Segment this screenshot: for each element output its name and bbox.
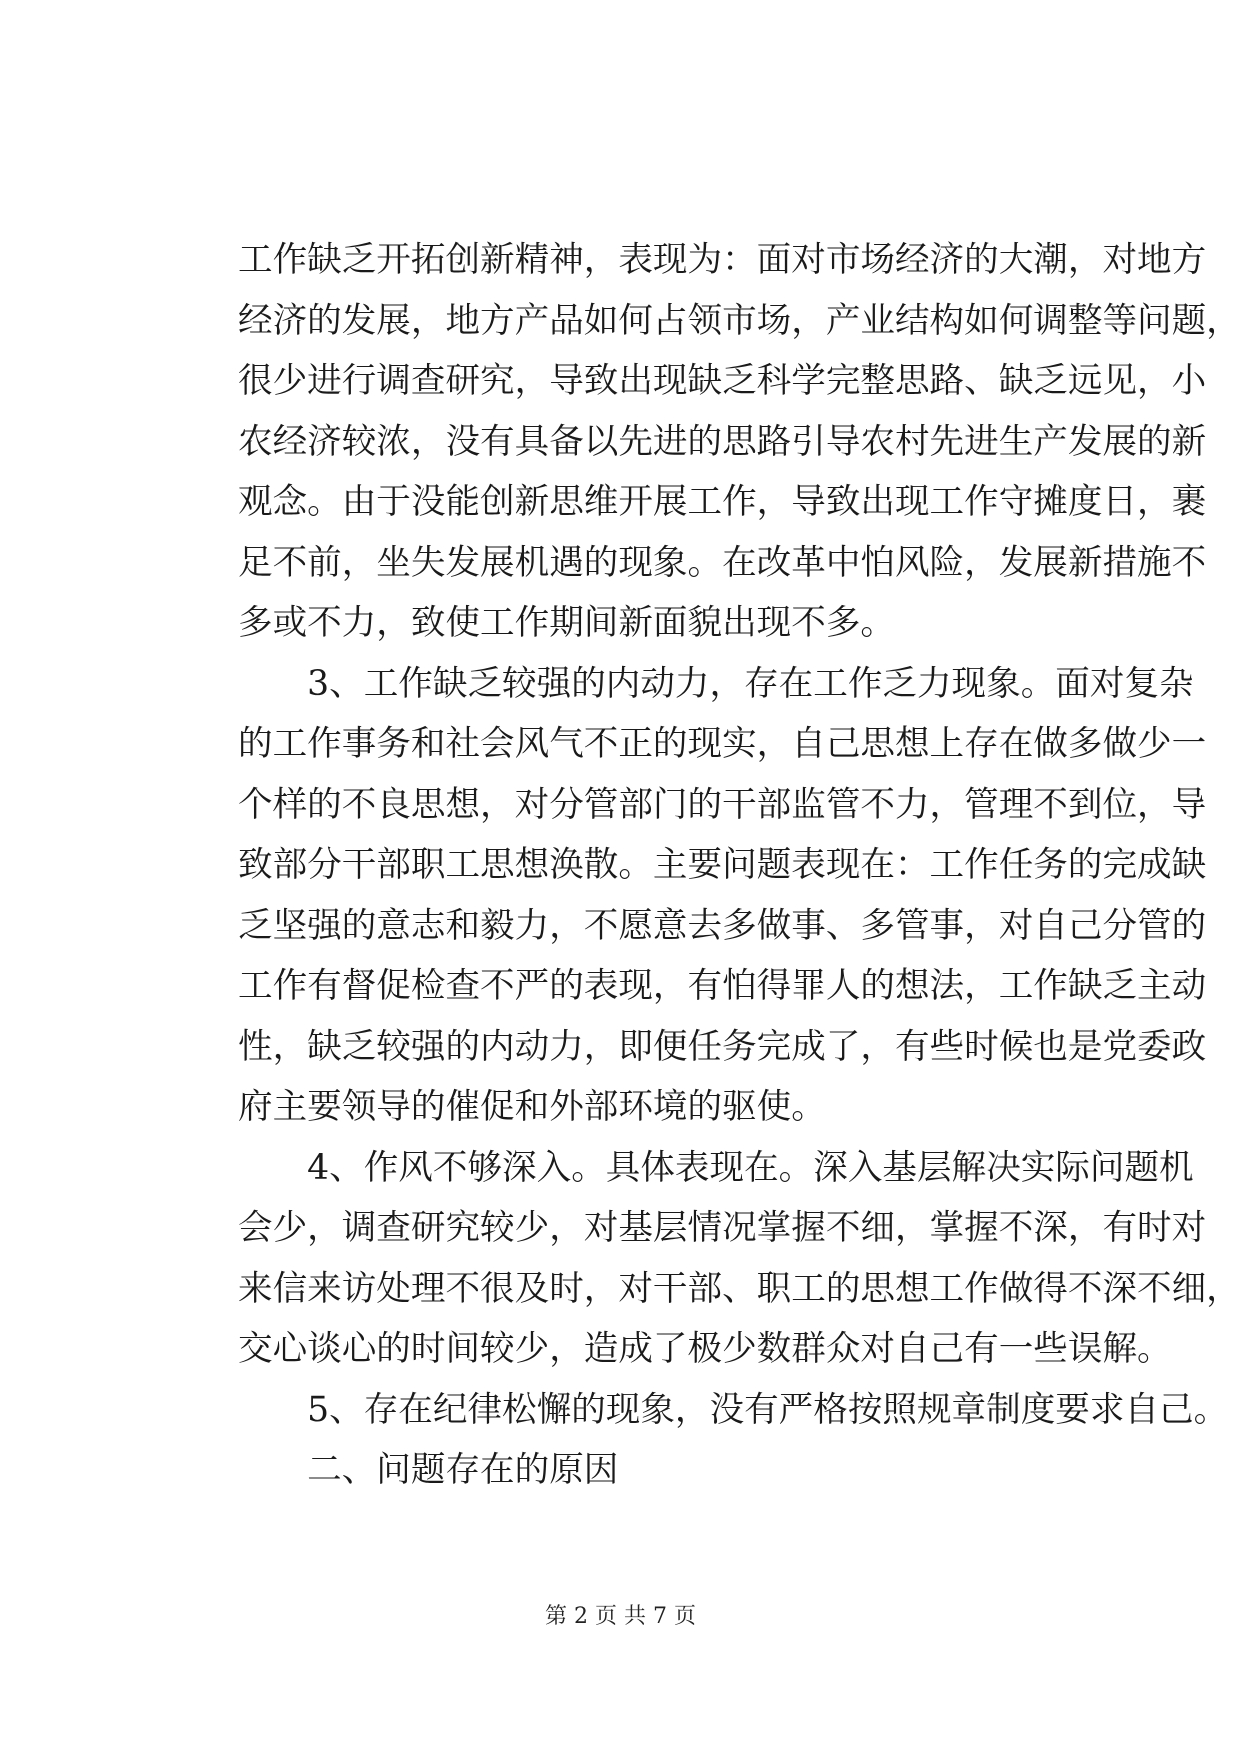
text-line: 个样的不良思想，对分管部门的干部监管不力，管理不到位，导 [238,784,1207,825]
text-line: 农经济较浓，没有具备以先进的思路引导农村先进生产发展的新 [238,421,1207,462]
page-footer: 第 2 页 共 7 页 [545,1604,696,1629]
body-text [238,230,1241,1501]
text-line: 交心谈心的时间较少，造成了极少数群众对自己有一些误解。 [238,1329,1172,1369]
text-line: 府主要领导的催促和外部环境的驱使。 [238,1087,826,1127]
text-line: 多或不力，致使工作期间新面貌出现不多。 [238,603,895,643]
text-line: 致部分干部职工思想涣散。主要问题表现在：工作任务的完成缺 [238,845,1207,885]
text-line: 足不前，坐失发展机遇的现象。在改革中怕风险，发展新措施不 [238,542,1207,583]
text-line: 二、问题存在的原因 [238,1450,619,1490]
text-line: 性，缺乏较强的内动力，即便任务完成了，有些时候也是党委政 [238,1026,1207,1067]
text-line: 3、工作缺乏较强的内动力，存在工作乏力现象。面对复杂 [238,663,1194,704]
text-line: 5、存在纪律松懈的现象，没有严格按照规章制度要求自己。 [238,1389,1229,1430]
text-line: 工作有督促检查不严的表现，有怕得罪人的想法，工作缺乏主动 [238,966,1207,1006]
text-line: 工作缺乏开拓创新精神，表现为：面对市场经济的大潮，对地方 [238,240,1207,280]
text-line: 的工作事务和社会风气不正的现实，自己思想上存在做多做少一 [238,724,1207,764]
text-line: 观念。由于没能创新思维开展工作，导致出现工作守摊度日，裹 [238,482,1207,522]
text-line: 很少进行调查研究，导致出现缺乏科学完整思路、缺乏远见，小 [238,361,1207,401]
text-line: 4、作风不够深入。具体表现在。深入基层解决实际问题机 [238,1147,1194,1188]
text-line: 乏坚强的意志和毅力，不愿意去多做事、多管事，对自己分管的 [238,905,1207,946]
text-line: 经济的发展，地方产品如何占领市场，产业结构如何调整等问题， [238,300,1241,341]
text-line: 会少，调查研究较少，对基层情况掌握不细，掌握不深，有时对 [238,1208,1207,1248]
text-line: 来信来访处理不很及时，对干部、职工的思想工作做得不深不细， [238,1268,1241,1309]
